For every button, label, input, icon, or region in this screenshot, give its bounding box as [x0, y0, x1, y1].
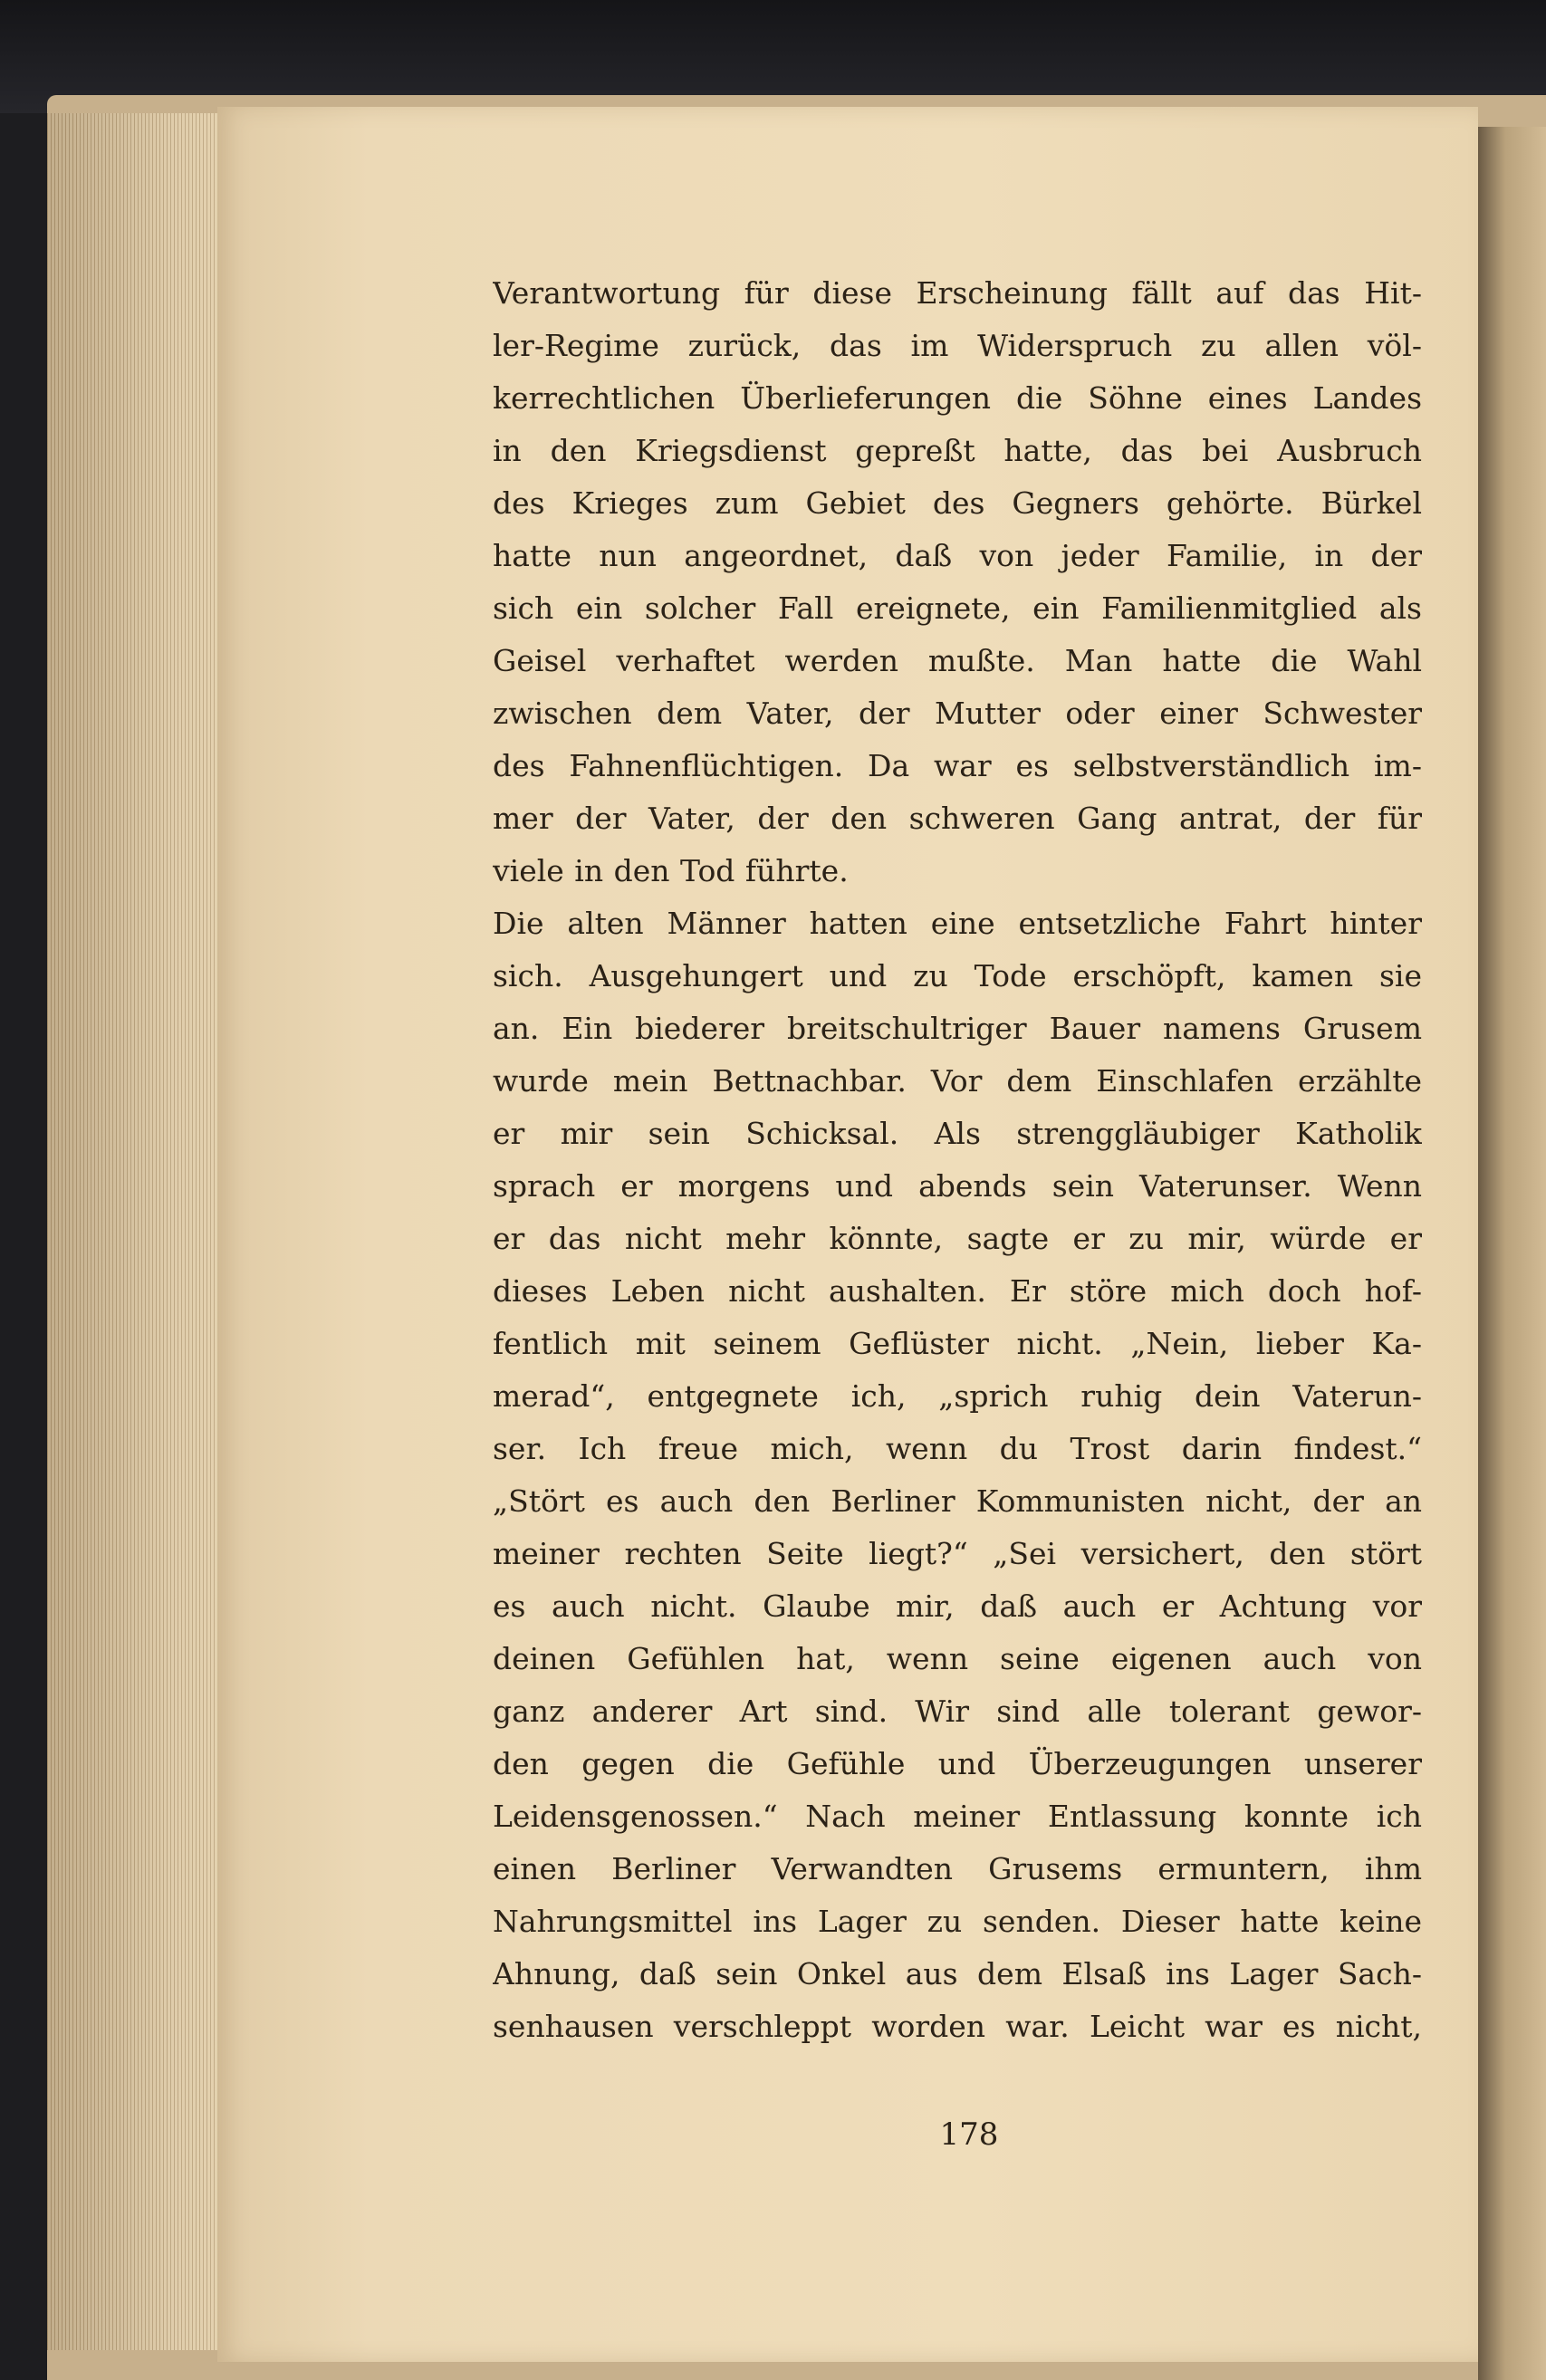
text-line: er das nicht mehr könnte, sagte er zu mir, würde er — [493, 1221, 1422, 1256]
text-line: den gegen die Gefühle und Überzeugungen unserer — [493, 1746, 1422, 1781]
text-line: Leidensgenossen.“ Nach meiner Entlassung konnte ich — [493, 1799, 1422, 1834]
text-line: hatte nun angeordnet, daß von jeder Familie, in der — [493, 538, 1422, 573]
text-line: Nahrungsmittel ins Lager zu senden. Dieser hatte keine — [493, 1904, 1422, 1939]
text-line: Geisel verhaftet werden mußte. Man hatte die Wahl — [493, 643, 1422, 678]
text-line: des Krieges zum Gebiet des Gegners gehörte. Bürkel — [493, 485, 1422, 521]
text-line: merad“, entgegnete ich, „sprich ruhig dein Vaterun- — [493, 1378, 1422, 1414]
text-line: einen Berliner Verwandten Grusems ermuntern, ihm — [493, 1851, 1422, 1886]
facing-page-edge — [1478, 127, 1546, 2380]
text-line: wurde mein Bettnachbar. Vor dem Einschlafen erzählte — [493, 1063, 1422, 1099]
text-line: kerrechtlichen Überlieferungen die Söhne eines Landes — [493, 380, 1422, 416]
text-line: Verantwortung für diese Erscheinung fällt auf das Hit- — [493, 275, 1422, 311]
text-line: ganz anderer Art sind. Wir sind alle tolerant gewor- — [493, 1694, 1422, 1729]
text-line: „Stört es auch den Berliner Kommunisten nicht, der an — [493, 1483, 1422, 1519]
text-line: ser. Ich freue mich, wenn du Trost darin findest.“ — [493, 1431, 1422, 1466]
text-line: fentlich mit seinem Geflüster nicht. „Nein, lieber Ka- — [493, 1326, 1422, 1361]
text-line: in den Kriegsdienst gepreßt hatte, das bei Ausbruch — [493, 433, 1422, 468]
text-line: sich. Ausgehungert und zu Tode erschöpft, kamen sie — [493, 958, 1422, 993]
text-line: dieses Leben nicht aushalten. Er störe mich doch hof- — [493, 1273, 1422, 1309]
text-line: senhausen verschleppt worden war. Leicht war es nicht, — [493, 2009, 1422, 2044]
page-number: 178 — [939, 2116, 999, 2153]
text-line: er mir sein Schicksal. Als strenggläubiger Katholik — [493, 1116, 1422, 1151]
text-line: an. Ein biederer breitschultriger Bauer namens Grusem — [493, 1011, 1422, 1046]
text-line: zwischen dem Vater, der Mutter oder einer Schwester — [493, 696, 1422, 731]
text-line: mer der Vater, der den schweren Gang antrat, der für — [493, 801, 1422, 836]
text-line: Die alten Männer hatten eine entsetzliche Fahrt hinter — [493, 906, 1422, 941]
text-line: des Fahnenflüchtigen. Da war es selbstverständlich im- — [493, 748, 1422, 783]
body-text — [493, 267, 1422, 2053]
text-line: deinen Gefühlen hat, wenn seine eigenen auch von — [493, 1641, 1422, 1676]
text-line: Ahnung, daß sein Onkel aus dem Elsaß ins Lager Sach- — [493, 1956, 1422, 1991]
text-line: es auch nicht. Glaube mir, daß auch er Achtung vor — [493, 1588, 1422, 1624]
text-line: sich ein solcher Fall ereignete, ein Familienmitglied als — [493, 590, 1422, 626]
text-line: ler-Regime zurück, das im Widerspruch zu allen völ- — [493, 328, 1422, 363]
text-line: sprach er morgens und abends sein Vaterunser. Wenn — [493, 1168, 1422, 1204]
text-line: meiner rechten Seite liegt?“ „Sei versichert, den stört — [493, 1536, 1422, 1571]
text-line: viele in den Tod führte. — [493, 853, 849, 888]
